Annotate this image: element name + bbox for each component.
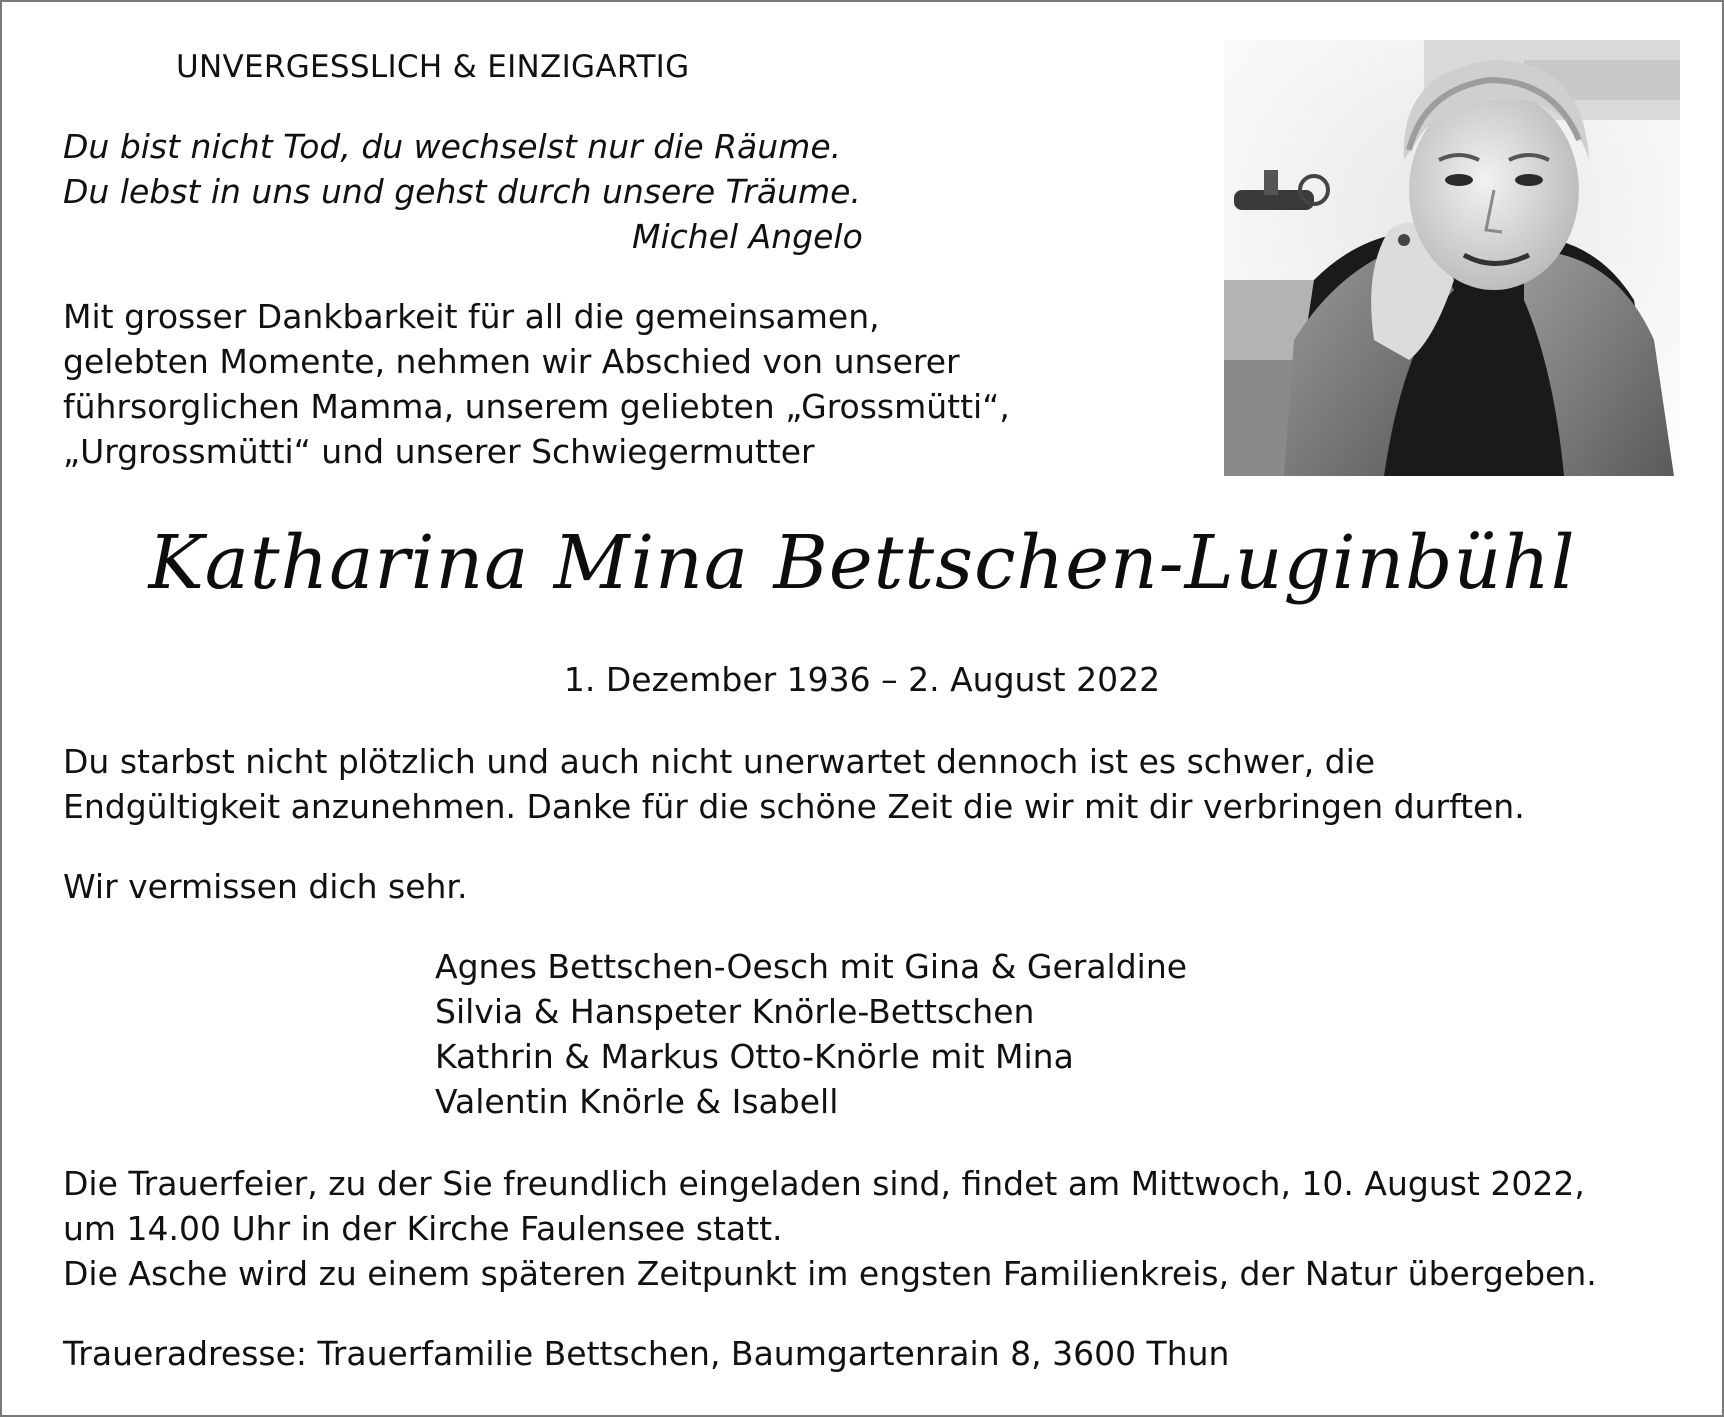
quote-author: Michel Angelo: [632, 217, 863, 256]
family-member-line: Kathrin & Markus Otto-Knörle mit Mina: [435, 1037, 1074, 1076]
deceased-name: Katharina Mina Bettschen-Luginbühl: [148, 520, 1576, 606]
intro-line: gelebten Momente, nehmen wir Abschied von unserer: [63, 342, 960, 381]
intro-line: „Urgrossmütti“ und unserer Schwiegermutter: [63, 432, 815, 471]
farewell-paragraph-line: Du starbst nicht plötzlich und auch nicht unerwartet dennoch ist es schwer, die: [63, 742, 1376, 781]
portrait-photo: [1224, 40, 1680, 476]
quote-line-2: Du lebst in uns und gehst durch unsere Träume.: [63, 172, 861, 211]
ceremony-line: Die Trauerfeier, zu der Sie freundlich eingeladen sind, findet am Mittwoch, 10. August 2022,: [63, 1164, 1585, 1203]
ceremony-line: um 14.00 Uhr in der Kirche Faulensee statt.: [63, 1209, 783, 1248]
family-member-line: Silvia & Hanspeter Knörle-Bettschen: [435, 992, 1035, 1031]
family-member-line: Agnes Bettschen-Oesch mit Gina & Geraldine: [435, 947, 1188, 986]
family-member-line: Valentin Knörle & Isabell: [435, 1082, 839, 1121]
farewell-paragraph-line: Endgültigkeit anzunehmen. Danke für die schöne Zeit die wir mit dir verbringen durften.: [63, 787, 1525, 826]
notice-heading: UNVERGESSLICH & EINZIGARTIG: [176, 49, 690, 85]
miss-you-line: Wir vermissen dich sehr.: [63, 867, 468, 906]
intro-line: Mit grosser Dankbarkeit für all die gemeinsamen,: [63, 297, 880, 336]
quote-line-1: Du bist nicht Tod, du wechselst nur die Räume.: [63, 127, 842, 166]
mourning-address: Traueradresse: Trauerfamilie Bettschen, Baumgartenrain 8, 3600 Thun: [63, 1334, 1230, 1373]
life-dates: 1. Dezember 1936 – 2. August 2022: [563, 660, 1161, 699]
ceremony-line: Die Asche wird zu einem späteren Zeitpunkt im engsten Familienkreis, der Natur übergeben.: [63, 1254, 1597, 1293]
intro-line: führsorglichen Mamma, unserem geliebten „Grossmütti“,: [63, 387, 1010, 426]
